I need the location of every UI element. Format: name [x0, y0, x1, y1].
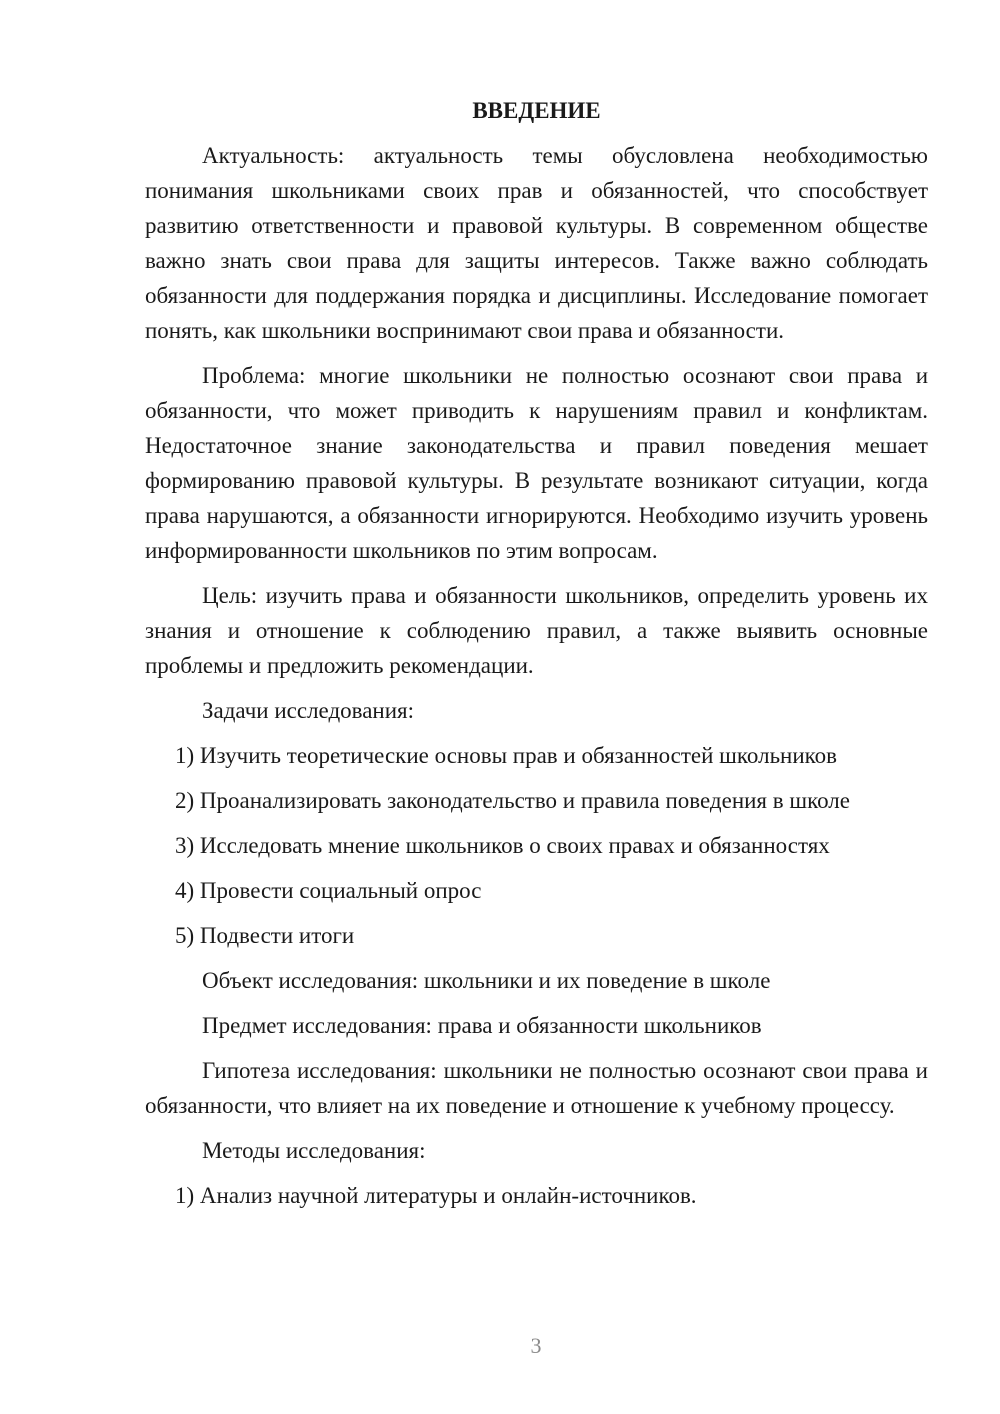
tasks-label: Задачи исследования: [202, 698, 415, 723]
methods-label: Методы исследования: [202, 1138, 426, 1163]
object-line: Объект исследования: школьники и их поведение в школе [202, 968, 771, 993]
relevance-paragraph: Актуальность: актуальность темы обусловлена необходимостью понимания школьниками своих прав и обязанностей, что способствует развитию ответственности и правовой культуры. В современном обществе важно знать свои права для защиты интересов. Также важно соблюдать обязанности для поддержания порядка и дисциплины. Исследование помогает понять, как школьники воспринимают свои права и обязанности. [145, 143, 928, 343]
list-item: 3) Исследовать мнение школьников о своих правах и обязанностях [175, 833, 830, 858]
list-item: 4) Провести социальный опрос [175, 878, 482, 903]
page-content [145, 90, 928, 1223]
hypothesis-paragraph: Гипотеза исследования: школьники не полностью осознают свои права и обязанности, что влияет на их поведение и отношение к учебному процессу. [145, 1058, 928, 1118]
problem-paragraph: Проблема: многие школьники не полностью осознают свои права и обязанности, что может приводить к нарушениям правил и конфликтам. Недостаточное знание законодательства и правил поведения мешает формированию правовой культуры. В результате возникают ситуации, когда права нарушаются, а обязанности игнорируются. Необходимо изучить уровень информированности школьников по этим вопросам. [145, 363, 928, 563]
methods-list [145, 1178, 928, 1213]
page-heading: ВВЕДЕНИЕ [472, 98, 601, 123]
goal-paragraph: Цель: изучить права и обязанности школьников, определить уровень их знания и отношение к соблюдению правил, а также выявить основные проблемы и предложить рекомендации. [145, 583, 928, 678]
list-item: 2) Проанализировать законодательство и правила поведения в школе [175, 788, 850, 813]
list-item: 1) Изучить теоретические основы прав и обязанностей школьников [175, 743, 838, 768]
list-item: 5) Подвести итоги [175, 923, 355, 948]
tasks-list [145, 738, 928, 953]
list-item: 1) Анализ научной литературы и онлайн-источников. [175, 1183, 697, 1208]
page-number: 3 [530, 1333, 542, 1358]
subject-line: Предмет исследования: права и обязанности школьников [202, 1013, 762, 1038]
